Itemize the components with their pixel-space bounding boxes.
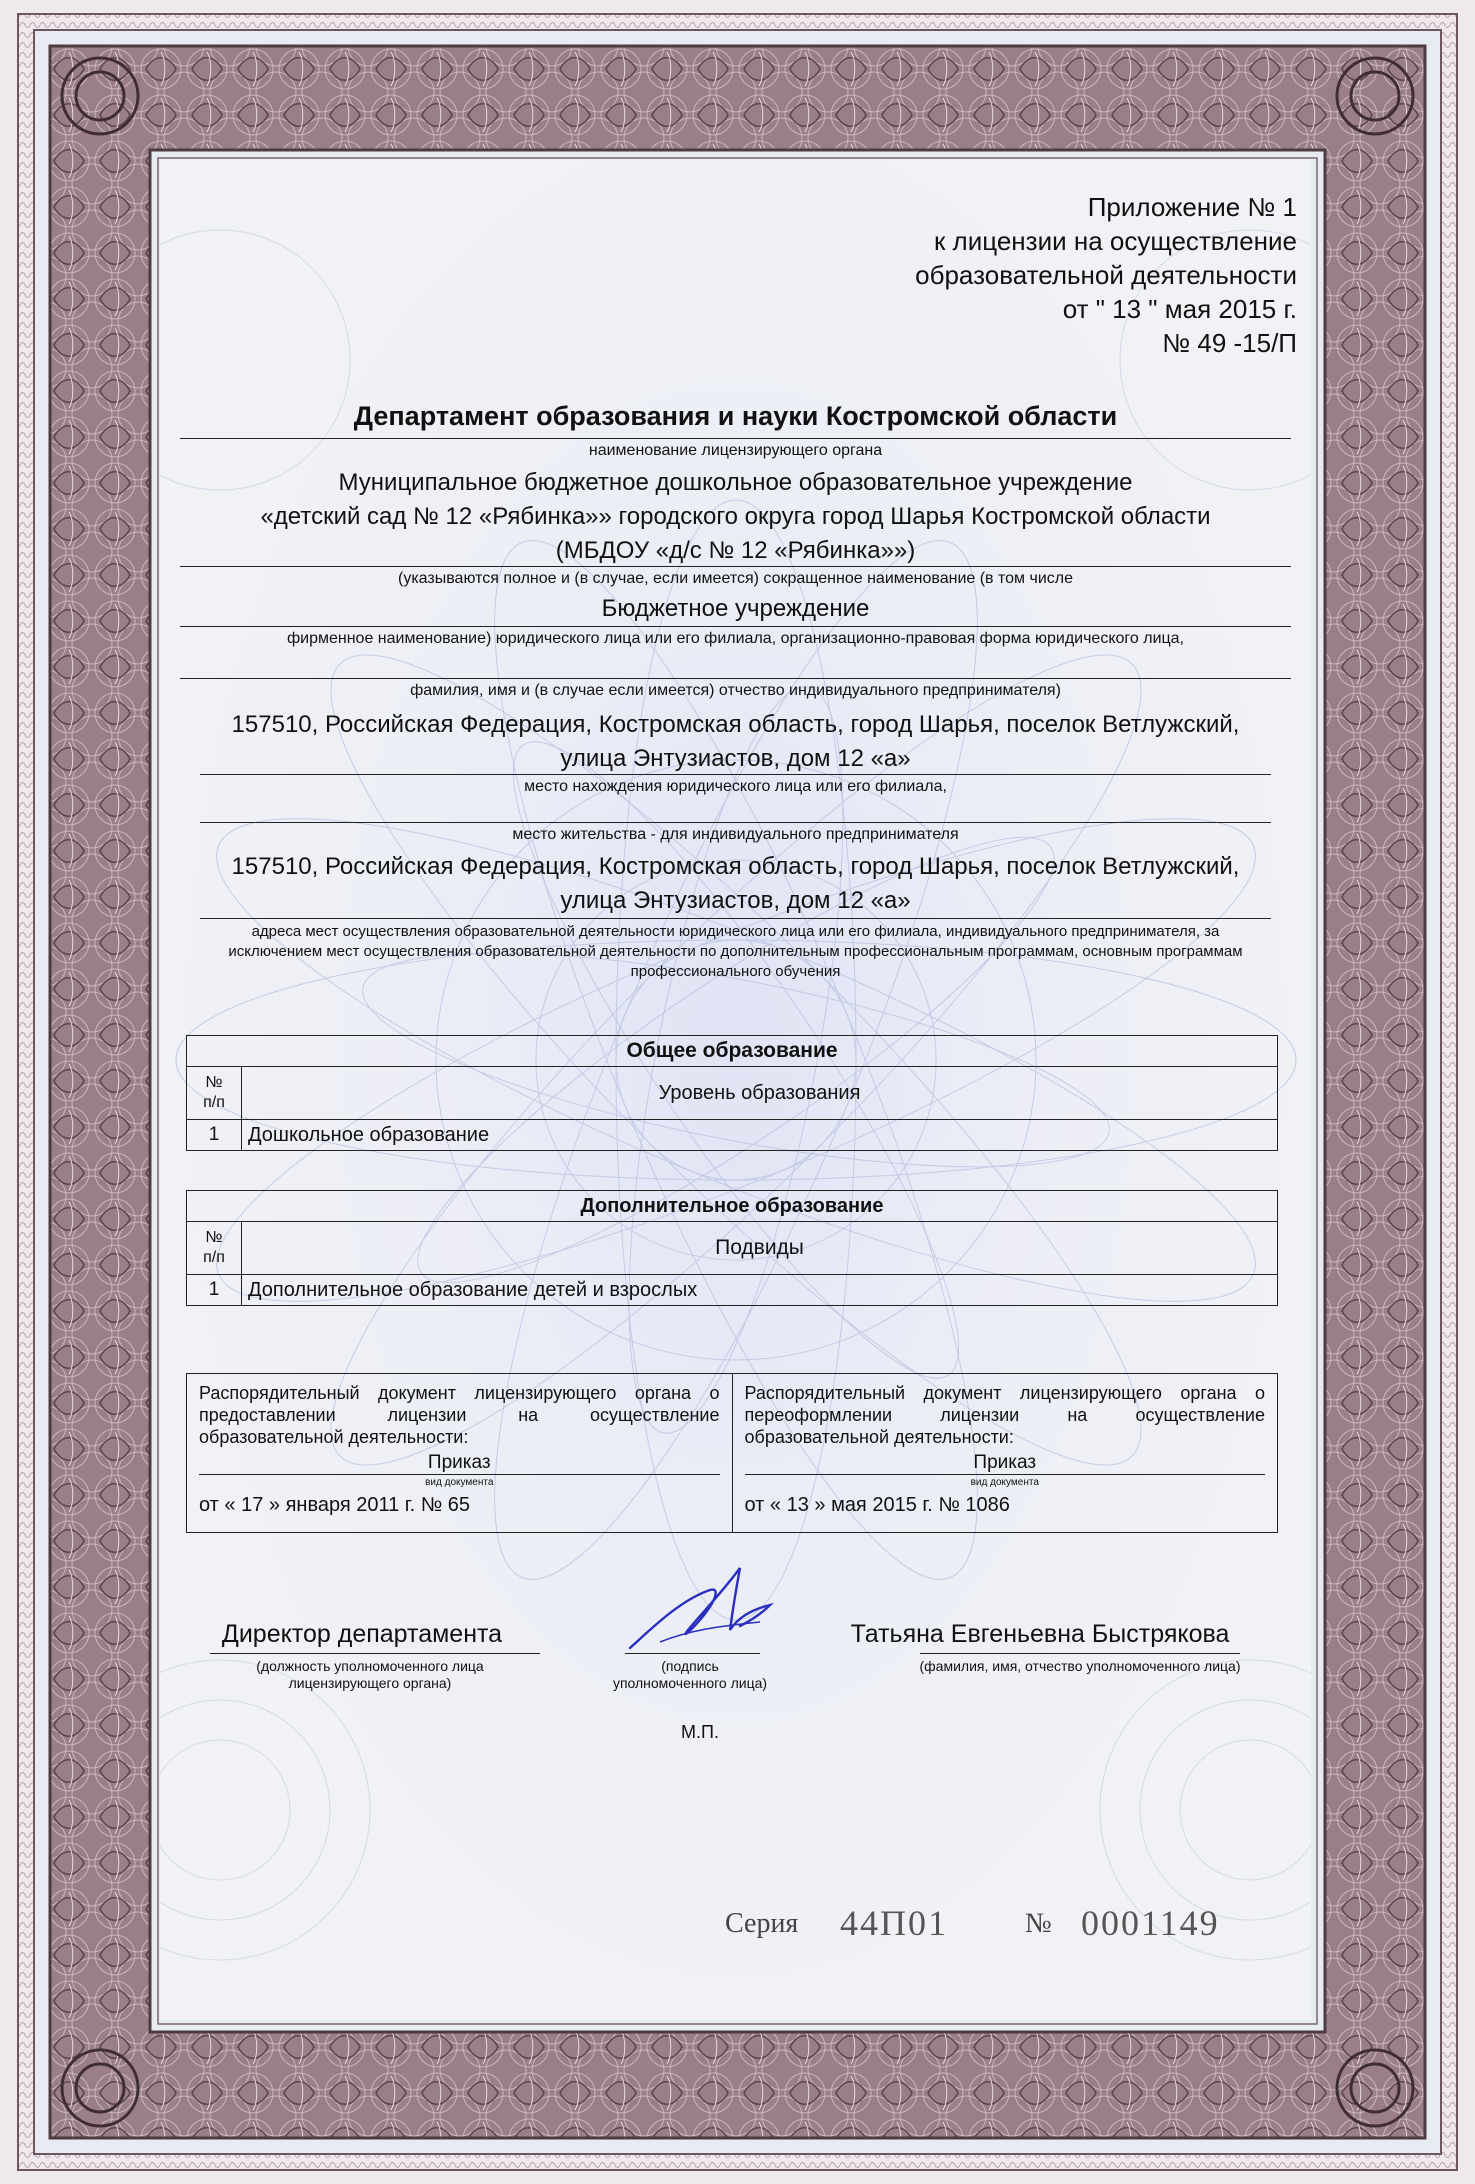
divider	[200, 774, 1271, 775]
signature-line	[625, 1653, 760, 1654]
entrepreneur-caption: фамилия, имя и (в случае если имеется) отчество индивидуального предпринимателя)	[410, 682, 1061, 699]
signature-caption	[600, 1658, 780, 1692]
series-value: 44П01	[840, 1903, 948, 1943]
order-heading: Распорядительный документ лицензирующего органа о предоставлении лицензии на осуществление образовательной деятельности:	[199, 1383, 720, 1447]
licensing-body: Департамент образования и науки Костромской области	[353, 401, 1118, 431]
order-reissue-cell	[732, 1374, 1278, 1533]
location-caption: место нахождения юридического лица или его филиала,	[524, 778, 947, 795]
order-date: от « 17 » января 2011 г. № 65	[199, 1494, 471, 1516]
appendix-title: Приложение № 1	[1087, 192, 1297, 222]
divider	[180, 438, 1291, 439]
order-heading: Распорядительный документ лицензирующего органа о переоформлении лицензии на осуществление образовательной деятельности:	[744, 1383, 1265, 1447]
num-header-line: №	[205, 1229, 223, 1246]
divider	[180, 566, 1291, 567]
signer-position: Директор департамента	[221, 1620, 503, 1648]
licensing-body-caption: наименование лицензирующего органа	[588, 442, 883, 459]
additional-education-table	[186, 1190, 1278, 1306]
divider	[180, 678, 1291, 679]
name-caption: (фамилия, имя, отчество уполномоченного лица)	[919, 1658, 1241, 1674]
caption-line: лицензирующего органа)	[288, 1675, 452, 1691]
caption-line: (должность уполномоченного лица	[256, 1658, 484, 1674]
caption-line: уполномоченного лица)	[612, 1675, 768, 1691]
order-kind-caption: вид документа	[199, 1474, 720, 1488]
table-row	[187, 1120, 1278, 1151]
appendix-line: образовательной деятельности	[915, 260, 1297, 290]
order-date: от « 13 » мая 2015 г. № 1086	[744, 1494, 1010, 1516]
table-title: Дополнительное образование	[187, 1191, 1278, 1222]
row-number: 1	[187, 1275, 242, 1306]
residence-caption: место жительства - для индивидуального предпринимателя	[512, 826, 959, 843]
general-education-table	[186, 1035, 1278, 1151]
caption-line: (подпись	[661, 1658, 719, 1674]
position-caption	[200, 1658, 540, 1692]
appendix-number: № 49 -15/П	[1162, 328, 1297, 358]
serial-block	[725, 1900, 1285, 1950]
column-header: Уровень образования	[242, 1067, 1278, 1120]
stamp-place: М.П.	[681, 1722, 719, 1742]
location-line: 157510, Российская Федерация, Костромская область, город Шарья, поселок Ветлужский,	[231, 711, 1240, 738]
row-text: Дошкольное образование	[242, 1120, 1278, 1151]
legal-form: Бюджетное учреждение	[601, 595, 870, 622]
organization-name-line: «детский сад № 12 «Рябинка»» городского округа город Шарья Костромской области	[260, 503, 1211, 530]
divider	[200, 822, 1271, 823]
row-text: Дополнительное образование детей и взрослых	[242, 1275, 1278, 1306]
divider	[180, 626, 1291, 627]
organization-short-name: (МБДОУ «д/с № 12 «Рябинка»»)	[555, 537, 916, 564]
signer-name: Татьяна Евгеньевна Быстрякова	[850, 1620, 1230, 1648]
series-label: Серия	[725, 1908, 799, 1939]
num-header	[187, 1067, 242, 1120]
row-number: 1	[187, 1120, 242, 1151]
addresses-caption-line: адреса мест осуществления образовательной деятельности юридического лица или его филиала, индивидуального предпринимателя, за	[251, 923, 1220, 940]
organization-name-line: Муниципальное бюджетное дошкольное образовательное учреждение	[338, 469, 1133, 496]
table-row	[187, 1275, 1278, 1306]
location-line: улица Энтузиастов, дом 12 «а»	[560, 745, 911, 772]
order-kind-caption: вид документа	[745, 1474, 1266, 1488]
order-kind: Приказ	[427, 1452, 491, 1473]
appendix-date: от " 13 " мая 2015 г.	[1062, 294, 1297, 324]
divider	[200, 918, 1271, 919]
signature-scribble	[620, 1560, 790, 1660]
num-header-line: №	[205, 1074, 223, 1091]
organization-caption: (указываются полное и (в случае, если имеется) сокращенное наименование (в том числе	[398, 570, 1073, 587]
number-value: 0001149	[1081, 1903, 1220, 1943]
num-header-line: п/п	[203, 1249, 225, 1266]
address-line: улица Энтузиастов, дом 12 «а»	[560, 887, 911, 914]
appendix-line: к лицензии на осуществление	[933, 226, 1297, 256]
address-line: 157510, Российская Федерация, Костромская область, город Шарья, поселок Ветлужский,	[231, 853, 1240, 880]
appendix-header	[697, 190, 1297, 360]
document-content	[160, 160, 1311, 2020]
signature-line	[920, 1653, 1240, 1654]
num-header-line: п/п	[203, 1094, 225, 1111]
column-header: Подвиды	[242, 1222, 1278, 1275]
table-title: Общее образование	[187, 1036, 1278, 1067]
signature-line	[210, 1653, 540, 1654]
num-header	[187, 1222, 242, 1275]
addresses-caption-line: исключением мест осуществления образовательной деятельности по дополнительным профессиональным программам, основным программам	[228, 943, 1243, 960]
order-kind: Приказ	[973, 1452, 1037, 1473]
order-grant-cell	[187, 1374, 733, 1533]
number-label: №	[1025, 1908, 1052, 1939]
addresses-caption-line: профессионального обучения	[630, 963, 841, 980]
addresses-caption	[160, 922, 1311, 982]
legal-form-caption: фирменное наименование) юридического лица или его филиала, организационно-правовая форма юридического лица,	[286, 630, 1185, 647]
orders-table	[186, 1373, 1278, 1533]
